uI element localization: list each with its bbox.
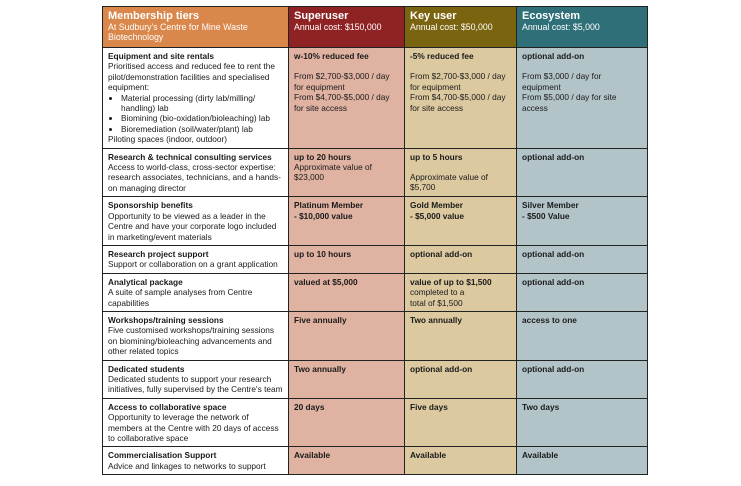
feature-cell xyxy=(103,360,289,398)
key-user-cell xyxy=(405,245,517,273)
feature-cell xyxy=(103,148,289,197)
cell-heading: optional add-on xyxy=(522,363,585,374)
cell-heading: Available xyxy=(410,450,447,461)
ecosystem-cell xyxy=(517,447,648,475)
superuser-title: Superuser xyxy=(294,10,349,22)
header-ecosystem xyxy=(517,7,648,48)
ecosystem-cell xyxy=(517,245,648,273)
cell-heading: -5% reduced fee xyxy=(410,51,474,61)
cell-heading: - $10,000 value xyxy=(294,210,353,221)
feature-cell xyxy=(103,273,289,311)
feature-cell xyxy=(103,398,289,447)
feature-cell xyxy=(103,197,289,246)
row-dedicated-students xyxy=(103,360,648,398)
row-commercialisation xyxy=(103,447,648,475)
cell-heading: Available xyxy=(522,450,559,461)
feature-title: Analytical package xyxy=(108,276,183,287)
feature-description: A suite of sample analyses from Centre capabilities xyxy=(108,287,253,308)
row-sponsorship xyxy=(103,197,648,246)
superuser-cell xyxy=(289,148,405,197)
superuser-cost: Annual cost: $150,000 xyxy=(294,22,382,32)
cell-heading: - $5,000 value xyxy=(410,210,464,221)
header-membership-tiers xyxy=(103,7,289,48)
ecosystem-cost: Annual cost: $5,000 xyxy=(522,22,600,32)
cell-text: From $4,700-$5,000 / day for site access xyxy=(410,92,506,113)
superuser-cell xyxy=(289,48,405,149)
ecosystem-cell xyxy=(517,360,648,398)
cell-text: Approximate value of $23,000 xyxy=(294,162,372,183)
feature-description: Advice and linkages to networks to support xyxy=(108,460,266,471)
cell-heading: Available xyxy=(294,450,331,461)
superuser-cell xyxy=(289,273,405,311)
ecosystem-title: Ecosystem xyxy=(522,10,581,22)
cell-heading: access to one xyxy=(522,314,577,325)
feature-title: Workshops/training sessions xyxy=(108,314,224,325)
cell-text: completed to a xyxy=(410,287,465,298)
feature-title: Research & technical consulting services xyxy=(108,151,272,162)
ecosystem-cell xyxy=(517,197,648,246)
header-subtitle: At Sudbury's Centre for Mine Waste Biotechnology xyxy=(108,22,248,42)
feature-description: Prioritised access and reduced fee to rent the pilot/demonstration facilities and specialised equipment: xyxy=(108,61,275,93)
cell-heading: optional add-on xyxy=(522,151,585,162)
feature-description: Five customised workshops/training sessions on biomining/bioleaching advancements and other related topics xyxy=(108,325,275,357)
feature-description: Opportunity to be viewed as a leader in the Centre and have your corporate logo included in marketing/event materials xyxy=(108,210,277,242)
cell-text: Approximate value of $5,700 xyxy=(410,172,488,193)
header-title: Membership tiers xyxy=(108,10,200,22)
feature-title: Access to collaborative space xyxy=(108,401,227,412)
feature-cell xyxy=(103,245,289,273)
ecosystem-cell xyxy=(517,148,648,197)
row-analytical-package xyxy=(103,273,648,311)
superuser-cell xyxy=(289,197,405,246)
cell-heading: Two annually xyxy=(410,314,462,325)
ecosystem-cell xyxy=(517,273,648,311)
superuser-cell xyxy=(289,447,405,475)
cell-heading: Gold Member xyxy=(410,200,464,211)
row-project-support xyxy=(103,245,648,273)
cell-heading: Silver Member xyxy=(522,200,579,211)
cell-heading: w-10% reduced fee xyxy=(294,51,369,61)
cell-heading: Two days xyxy=(522,401,560,412)
feature-description-tail: Piloting spaces (indoor, outdoor) xyxy=(108,134,227,145)
membership-tiers-table xyxy=(102,6,648,475)
feature-cell xyxy=(103,48,289,149)
key-user-title: Key user xyxy=(410,10,457,22)
cell-heading: up to 20 hours xyxy=(294,151,352,162)
cell-heading: optional add-on xyxy=(522,276,585,287)
superuser-cell xyxy=(289,360,405,398)
equipment-list xyxy=(108,93,283,135)
feature-description: Opportunity to leverage the network of members at the Centre with 20 days of access to collaborative space xyxy=(108,412,279,443)
feature-title: Research project support xyxy=(108,248,209,259)
cell-heading: optional add-on xyxy=(522,51,585,61)
cell-heading: up to 5 hours xyxy=(410,151,463,162)
cell-heading: Five days xyxy=(410,401,448,412)
cell-heading: - $500 Value xyxy=(522,210,570,221)
cell-heading: optional add-on xyxy=(410,363,473,374)
key-user-cell xyxy=(405,273,517,311)
key-user-cell xyxy=(405,48,517,149)
cell-heading: optional add-on xyxy=(410,248,473,259)
feature-title: Commercialisation Support xyxy=(108,450,217,461)
list-item: • Biomining (bio-oxidation/bioleaching) lab xyxy=(121,113,283,123)
key-user-cell xyxy=(405,398,517,447)
cell-heading: Platinum Member xyxy=(294,200,364,211)
row-equipment xyxy=(103,48,648,149)
cell-text: From $2,700-$3,000 / day for equipment xyxy=(410,71,506,92)
list-item: • Bioremediation (soil/water/plant) lab xyxy=(121,124,283,134)
row-research-consulting xyxy=(103,148,648,197)
header-superuser xyxy=(289,7,405,48)
ecosystem-cell xyxy=(517,398,648,447)
cell-heading: up to 10 hours xyxy=(294,248,352,259)
ecosystem-cell xyxy=(517,311,648,360)
cell-heading: valued at $5,000 xyxy=(294,276,358,287)
feature-description: Access to world-class, cross-sector expertise: research associates, technicians, and a hands-on managing director xyxy=(108,162,281,193)
cell-heading: optional add-on xyxy=(522,248,585,259)
superuser-cell xyxy=(289,398,405,447)
cell-heading: Five annually xyxy=(294,314,347,325)
cell-heading: Two annually xyxy=(294,363,346,374)
key-user-cell xyxy=(405,447,517,475)
row-collaborative-space xyxy=(103,398,648,447)
key-user-cost: Annual cost: $50,000 xyxy=(410,22,493,32)
key-user-cell xyxy=(405,148,517,197)
key-user-cell xyxy=(405,360,517,398)
cell-text: From $3,000 / day for equipment xyxy=(522,71,602,92)
feature-title: Sponsorship benefits xyxy=(108,200,193,211)
feature-description: Support or collaboration on a grant application xyxy=(108,259,278,270)
key-user-cell xyxy=(405,197,517,246)
feature-description: Dedicated students to support your research initiatives, fully supervised by the Centre's team xyxy=(108,373,283,395)
list-item: • Material processing (dirty lab/milling/ handling) lab xyxy=(121,93,283,114)
feature-title: Equipment and site rentals xyxy=(108,51,215,61)
ecosystem-cell xyxy=(517,48,648,149)
feature-title: Dedicated students xyxy=(108,363,185,374)
cell-text: From $2,700-$3,000 / day for equipment xyxy=(294,71,390,92)
cell-heading: 20 days xyxy=(294,401,325,412)
row-workshops xyxy=(103,311,648,360)
superuser-cell xyxy=(289,311,405,360)
header-row xyxy=(103,7,648,48)
header-key-user xyxy=(405,7,517,48)
superuser-cell xyxy=(289,245,405,273)
cell-text: From $4,700-$5,000 / day for site access xyxy=(294,92,390,113)
cell-text: From $5,000 / day for site access xyxy=(522,92,617,113)
feature-cell xyxy=(103,447,289,475)
key-user-cell xyxy=(405,311,517,360)
cell-heading: value of up to $1,500 xyxy=(410,276,492,287)
feature-cell xyxy=(103,311,289,360)
cell-text: total of $1,500 xyxy=(410,297,463,308)
